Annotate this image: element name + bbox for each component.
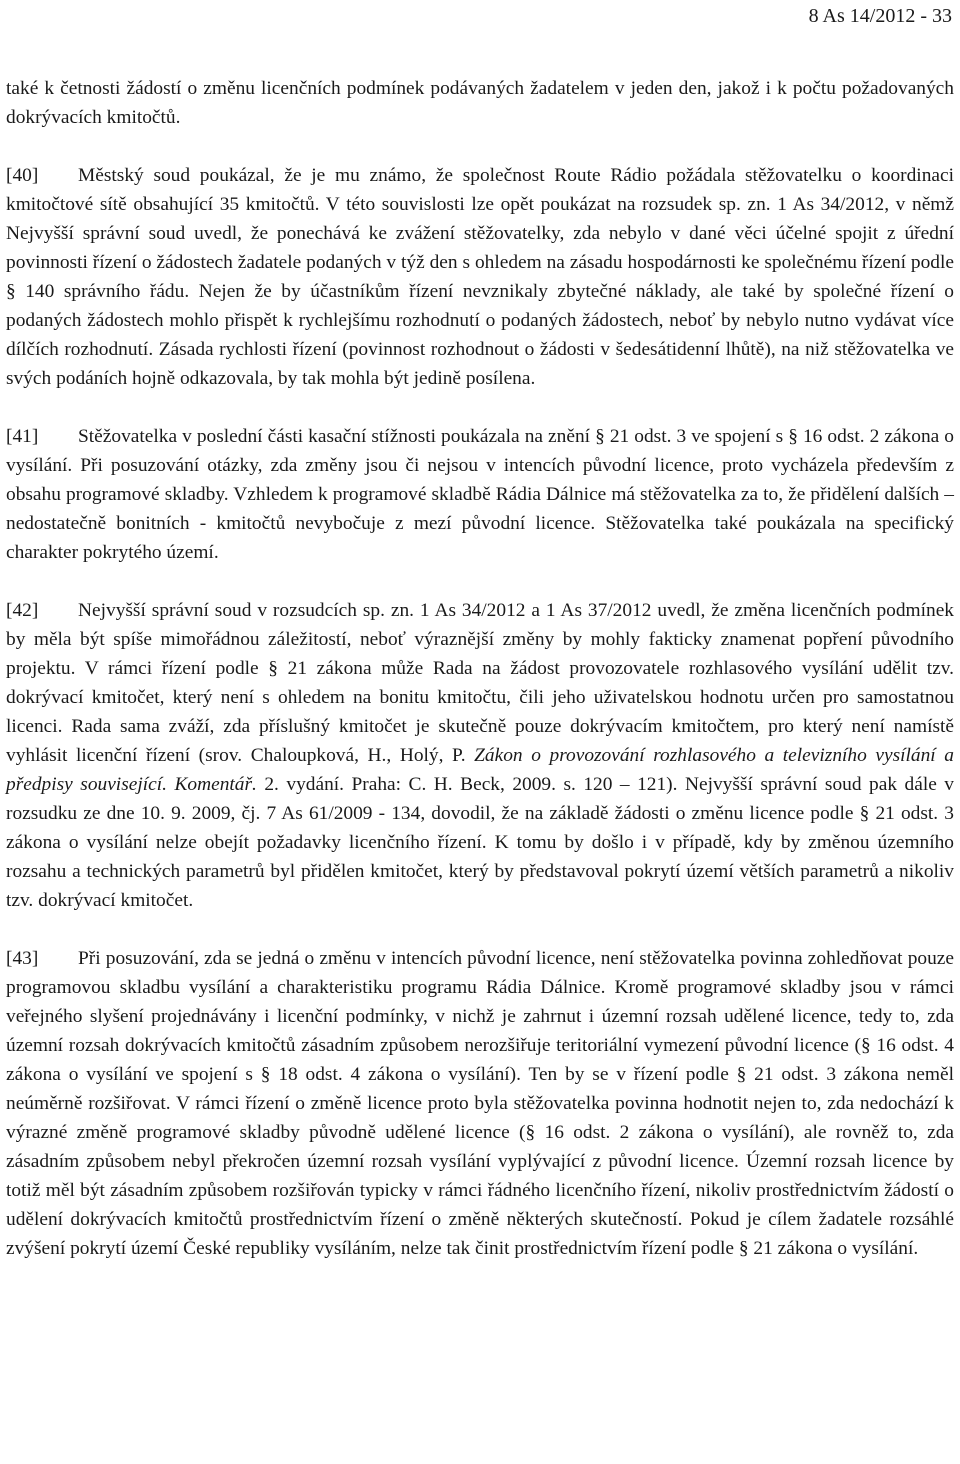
paragraph-41 <box>6 422 954 567</box>
paragraph-continuation <box>6 74 954 132</box>
paragraph-43 <box>6 944 954 1263</box>
paragraph-text-after-citation: 2. vydání. Praha: C. H. Beck, 2009. s. 120 – 121). Nejvyšší správní soud pak dále v rozsudku ze dne 10. 9. 2009, čj. 7 As 61/2009 - 134, dovodil, že na základě žádosti o změnu licence podle § 21 odst. 3 zákona o vysílání nelze obejít požadavky licenčního řízení. K tomu by došlo i v případě, kdy by změnou územního rozsahu a technických parametrů byl přidělen kmitočet, který by představoval pokrytí území větších parametrů a nikoliv tzv. dokrývací kmitočet. <box>6 774 954 911</box>
paragraph-text: Stěžovatelka v poslední části kasační stížnosti poukázala na znění § 21 odst. 3 ve spojení s § 16 odst. 2 zákona o vysílání. Při posuzování otázky, zda změny jsou či nejsou v intencích původní licence, proto vycházela především z obsahu programové skladby. Vzhledem k programové skladbě Rádia Dálnice má stěžovatelka za to, že přidělení dalších – nedostatečně bonitních - kmitočtů nevybočuje z mezí původní licence. Stěžovatelka také poukázala na specifický charakter pokrytého území. <box>6 426 954 563</box>
paragraph-number: [43] <box>6 948 39 969</box>
case-number-header: 8 As 14/2012 - 33 <box>808 5 952 27</box>
paragraph-text-before-citation: Nejvyšší správní soud v rozsudcích sp. zn. 1 As 34/2012 a 1 As 37/2012 uvedl, že změna licenčních podmínek by měla být spíše mimořádnou záležitostí, neboť výraznější změny by mohly fakticky znamenat popření původního projektu. V rámci řízení podle § 21 zákona může Rada na žádost provozovatele rozhlasového vysílání udělit tzv. dokrývací kmitočet, který není s ohledem na bonitu kmitočtu, čili jeho uživatelskou hodnotu určen pro samostatnou licenci. Rada sama zváží, zda příslušný kmitočet je skutečně pouze dokrývacím kmitočtem, pro který není namístě vyhlásit licenční řízení (srov. Chaloupková, H., Holý, P. <box>6 600 954 766</box>
paragraph-number: [42] <box>6 600 39 621</box>
citation-title: Zákon o provozování rozhlasového a televizního vysílání a předpisy související. Komentář. <box>6 745 954 795</box>
document-body <box>6 74 954 1292</box>
paragraph-number: [40] <box>6 165 39 186</box>
paragraph-40 <box>6 161 954 393</box>
paragraph-text: Městský soud poukázal, že je mu známo, že společnost Route Rádio požádala stěžovatelku o koordinaci kmitočtové sítě obsahující 35 kmitočtů. V této souvislosti lze opět poukázat na rozsudek sp. zn. 1 As 34/2012, v němž Nejvyšší správní soud uvedl, že ponechává ke zvážení stěžovatelky, zda nebylo v dané věci účelné spojit z úřední povinnosti řízení o žádostech žadatele podaných v týž den s ohledem na zásadu hospodárnosti ke společnému řízení podle § 140 správního řádu. Nejen že by účastníkům řízení nevznikaly zbytečné náklady, ale také by společné řízení o podaných žádostech mohlo přispět k rychlejšímu rozhodnutí o podaných žádostech, neboť by nebylo nutno vydávat více dílčích rozhodnutí. Zásada rychlosti řízení (povinnost rozhodnout o žádosti v šedesátidenní lhůtě), na niž stěžovatelka ve svých podáních hojně odkazovala, by tak mohla být jedině posílena. <box>6 165 954 389</box>
paragraph-number: [41] <box>6 426 39 447</box>
paragraph-text: také k četnosti žádostí o změnu licenčních podmínek podávaných žadatelem v jeden den, jakož i k počtu požadovaných dokrývacích kmitočtů. <box>6 78 954 128</box>
paragraph-text: Při posuzování, zda se jedná o změnu v intencích původní licence, není stěžovatelka povinna zohledňovat pouze programovou skladbu vysílání a charakteristiku programu Rádia Dálnice. Kromě programové skladby jsou v rámci veřejného slyšení projednávány i licenční podmínky, v nichž je zahrnut i územní rozsah udělené licence, tedy to, zda územní rozsah dokrývacích kmitočtů zásadním způsobem nerozšiřuje teritoriální vymezení původní licence (§ 16 odst. 4 zákona o vysílání ve spojení s § 18 odst. 4 zákona o vysílání). Ten by se v řízení podle § 21 odst. 3 zákona neměl neúměrně rozšiřovat. V rámci řízení o změně licence proto byla stěžovatelka povinna hodnotit nejen to, zda nedochází k výrazné změně programové skladby původně udělené licence (§ 16 odst. 2 zákona o vysílání), ale rovněž to, zda zásadním způsobem nebyl překročen územní rozsah vysílání vyplývající z původní licence. Územní rozsah licence by totiž měl být zásadním způsobem rozšiřován typicky v rámci řádného licenčního řízení, nikoliv prostřednictvím žádostí o udělení dokrývacích kmitočtů prostřednictvím řízení o změně některých skutečností. Pokud je cílem žadatele rozsáhlé zvýšení pokrytí území České republiky vysíláním, nelze tak činit prostřednictvím řízení podle § 21 zákona o vysílání. <box>6 948 954 1259</box>
paragraph-42 <box>6 596 954 915</box>
